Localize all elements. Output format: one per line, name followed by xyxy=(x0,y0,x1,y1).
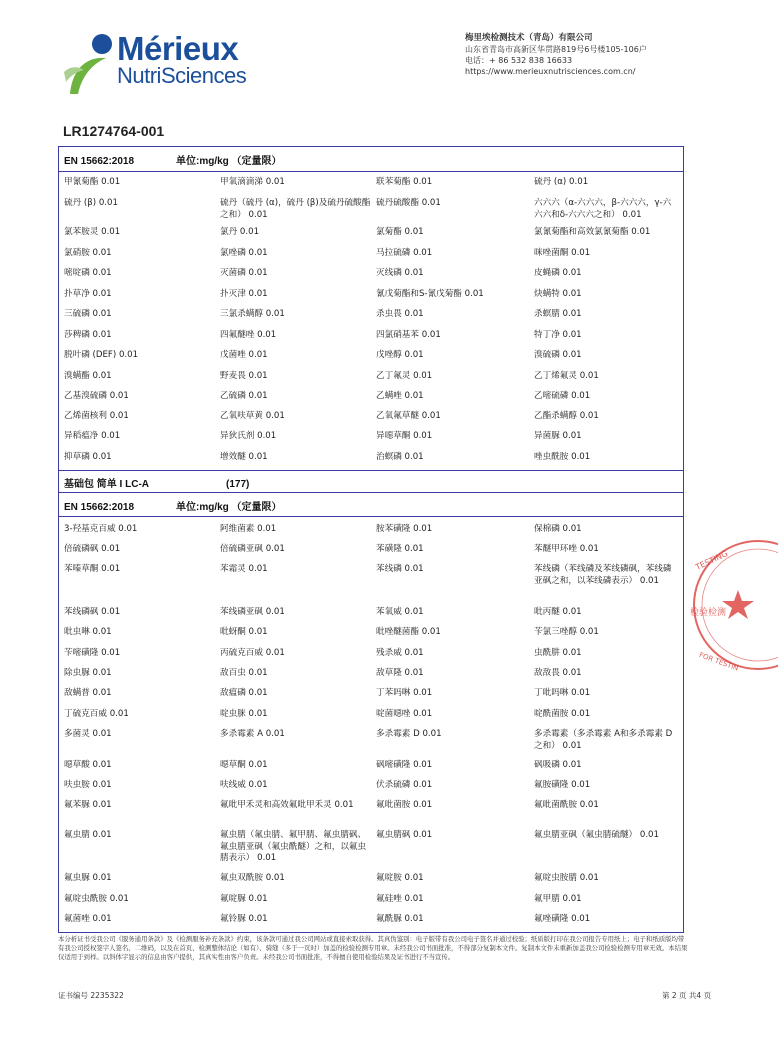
table-cell: 倍硫磷砜 0.01 xyxy=(64,544,121,554)
table-cell: 氟虫腈 0.01 xyxy=(64,830,112,840)
table-cell: 四氯硝基苯 0.01 xyxy=(376,330,441,340)
table-cell: 氟铃脲 0.01 xyxy=(220,914,268,924)
table-cell: 乙螨唑 0.01 xyxy=(376,391,424,401)
table-cell: 胺苯磺隆 0.01 xyxy=(376,524,433,534)
logo-leaf-icon xyxy=(62,32,120,96)
company-url[interactable]: https://www.merieuxnutrisciences.com.cn/ xyxy=(465,67,636,76)
section1-method: EN 15662:2018 xyxy=(64,156,135,167)
table-cell: 皮蝇磷 0.01 xyxy=(534,268,582,278)
stamp-text-top: TESTING xyxy=(694,549,730,572)
table-cell: 敌百虫 0.01 xyxy=(220,668,268,678)
table-cell: 氰戊菊酯和S-氰戊菊酯 0.01 xyxy=(376,289,484,299)
section2-method: EN 15662:2018 xyxy=(64,502,135,513)
certificate-number: 证书编号 2235322 xyxy=(58,991,124,1000)
table-cell: 联苯菊酯 0.01 xyxy=(376,177,433,187)
table-cell: 乙氧呋草黄 0.01 xyxy=(220,411,285,421)
logo-text-merieux: Mérieux xyxy=(117,30,239,67)
table-cell: 嘧啶磷 0.01 xyxy=(64,268,112,278)
table-cell: 伏杀硫磷 0.01 xyxy=(376,780,433,790)
table-cell: 苯线磷 0.01 xyxy=(376,564,424,574)
table-cell: 苯氧威 0.01 xyxy=(376,607,424,617)
table-cell: 苯霜灵 0.01 xyxy=(220,564,268,574)
table-cell: 敌螨普 0.01 xyxy=(64,688,112,698)
table-cell: 氟虫腈砜 0.01 xyxy=(376,830,433,840)
table-cell: 溴螨酯 0.01 xyxy=(64,371,112,381)
table-cell: 氟硅唑 0.01 xyxy=(376,894,424,904)
table-cell: 炔螨特 0.01 xyxy=(534,289,582,299)
package-row xyxy=(64,475,249,490)
stamp-text-middle: 检验检测 xyxy=(690,608,727,618)
table-cell: 敌草隆 0.01 xyxy=(376,668,424,678)
table-cell: 氯丹 0.01 xyxy=(220,227,260,237)
table-cell: 啶虫脒 0.01 xyxy=(220,709,268,719)
table-cell: 丁硫克百威 0.01 xyxy=(64,709,129,719)
footer-note: 本分析证书受我公司《服务通用条款》及《检测服务补充条款》约束，该条款可通过我公司网站或直接索取获得。其真伪鉴别：电子版带有我公司电子签名并通过校验；纸质版打印在我公司报告专用纸上；电子和纸质版均带有我公司授权签字人签名、二维码，以及在首页、检测整体结论（如有）、骑缝（多于一页时）加盖的检验检测专用章。未经我公司书面批准，不得部分复制本文件。复制本文件未重新加盖我公司检验检测专用章无效。本结果仅适用于到样。以斜体字显示的信息由客户提供，其真实性由客户负责。未经我公司书面批准，不得擅自使用检验结果及证书进行不当宣传。 xyxy=(58,935,688,962)
table-cell: 敌瘟磷 0.01 xyxy=(220,688,268,698)
table-cell: 氯氰菊酯和高效氯氰菊酯 0.01 xyxy=(534,227,651,237)
table-cell: 丁吡吗啉 0.01 xyxy=(534,688,591,698)
section2-unit: 单位:mg/kg （定量限） xyxy=(176,502,282,513)
table-cell: 硫丹（硫丹 (α)，硫丹 (β)及硫丹硫酸酯之和） 0.01 xyxy=(220,198,371,220)
table-cell: 虫酰肼 0.01 xyxy=(534,648,582,658)
table-cell: 敌敌畏 0.01 xyxy=(534,668,582,678)
table-cell: 氟啶脲 0.01 xyxy=(220,894,268,904)
table-cell: 马拉硫磷 0.01 xyxy=(376,248,433,258)
table-cell: 氟虫脲 0.01 xyxy=(64,873,112,883)
divider xyxy=(58,171,684,172)
table-cell: 啶菌噁唑 0.01 xyxy=(376,709,433,719)
table-cell: 三硫磷 0.01 xyxy=(64,309,112,319)
table-cell: 吡虫啉 0.01 xyxy=(64,627,112,637)
table-cell: 唑虫酰胺 0.01 xyxy=(534,452,591,462)
table-cell: 氟吡甲禾灵和高效氟吡甲禾灵 0.01 xyxy=(220,800,354,810)
table-cell: 抑草磷 0.01 xyxy=(64,452,112,462)
table-cell: 四氟醚唑 0.01 xyxy=(220,330,277,340)
section1-header xyxy=(64,152,282,167)
table-cell: 吡蚜酮 0.01 xyxy=(220,627,268,637)
table-cell: 氯硝胺 0.01 xyxy=(64,248,112,258)
table-cell: 噁草酸 0.01 xyxy=(64,760,112,770)
table-cell: 多菌灵 0.01 xyxy=(64,729,112,739)
table-cell: 苯醚甲环唑 0.01 xyxy=(534,544,599,554)
divider xyxy=(58,492,684,493)
table-cell: 硫丹 (α) 0.01 xyxy=(534,177,589,187)
table-cell: 丁苯吗啉 0.01 xyxy=(376,688,433,698)
table-cell: 氟啶虫酰胺 0.01 xyxy=(64,894,129,904)
table-cell: 氟啶虫胺腈 0.01 xyxy=(534,873,599,883)
table-cell: 治螟磷 0.01 xyxy=(376,452,424,462)
table-cell: 氟甲腈 0.01 xyxy=(534,894,582,904)
results-table-frame xyxy=(58,146,684,933)
table-cell: 乙基溴硫磷 0.01 xyxy=(64,391,129,401)
company-name: 梅里埃检测技术（青岛）有限公司 xyxy=(465,33,593,43)
company-info xyxy=(465,33,647,77)
section2-header xyxy=(64,498,282,513)
table-cell: 氯菊酯 0.01 xyxy=(376,227,424,237)
table-cell: 倍硫磷亚砜 0.01 xyxy=(220,544,285,554)
table-cell: 氟吡菌酰胺 0.01 xyxy=(534,800,599,810)
company-phone: 电话：+ 86 532 838 16633 xyxy=(465,56,573,65)
section1-unit: 单位:mg/kg （定量限） xyxy=(176,156,282,167)
divider xyxy=(58,470,684,471)
divider xyxy=(58,516,684,517)
table-cell: 氟唑磺隆 0.01 xyxy=(534,914,591,924)
table-cell: 多杀霉素 A 0.01 xyxy=(220,729,285,739)
table-cell: 戊唑醇 0.01 xyxy=(376,350,424,360)
package-label: 基础包 简单 I LC-A xyxy=(64,479,149,490)
table-cell: 野麦畏 0.01 xyxy=(220,371,268,381)
table-cell: 特丁净 0.01 xyxy=(534,330,582,340)
table-cell: 三氯杀螨醇 0.01 xyxy=(220,309,285,319)
table-cell: 苯线磷亚砜 0.01 xyxy=(220,607,285,617)
stamp-text-bottom: FOR TESTIN xyxy=(697,650,740,673)
table-cell: 六六六（α-六六六，β-六六六，γ-六六六和δ-六六六之和） 0.01 xyxy=(534,198,672,220)
table-cell: 氟苯脲 0.01 xyxy=(64,800,112,810)
table-cell: 莎稗磷 0.01 xyxy=(64,330,112,340)
table-cell: 乙丁烯氟灵 0.01 xyxy=(534,371,599,381)
table-cell: 甲氧滴滴涕 0.01 xyxy=(220,177,285,187)
table-cell: 氯苯胺灵 0.01 xyxy=(64,227,121,237)
table-cell: 杀虫畏 0.01 xyxy=(376,309,424,319)
official-seal-icon xyxy=(688,535,778,675)
table-cell: 多杀霉素（多杀霉素 A和多杀霉素 D之和） 0.01 xyxy=(534,729,673,751)
company-logo xyxy=(62,30,262,100)
table-cell: 硫丹 (β) 0.01 xyxy=(64,198,118,208)
table-cell: 氟胺磺隆 0.01 xyxy=(534,780,591,790)
table-cell: 脱叶磷 (DEF) 0.01 xyxy=(64,350,139,360)
table-cell: 苯磺隆 0.01 xyxy=(376,544,424,554)
table-cell: 灭线磷 0.01 xyxy=(376,268,424,278)
table-cell: 砜吸磷 0.01 xyxy=(534,760,582,770)
package-count: (177) xyxy=(226,479,250,490)
table-cell: 保棉磷 0.01 xyxy=(534,524,582,534)
table-cell: 氟虫腈亚砜（氟虫腈硫醚） 0.01 xyxy=(534,830,659,840)
table-cell: 溴硫磷 0.01 xyxy=(534,350,582,360)
table-cell: 噁草酮 0.01 xyxy=(220,760,268,770)
table-cell: 吡唑醚菌酯 0.01 xyxy=(376,627,441,637)
table-cell: 异菌脲 0.01 xyxy=(534,431,582,441)
table-cell: 戊菌唑 0.01 xyxy=(220,350,268,360)
table-cell: 乙丁氟灵 0.01 xyxy=(376,371,433,381)
table-cell: 乙烯菌核利 0.01 xyxy=(64,411,129,421)
table-cell: 吡丙醚 0.01 xyxy=(534,607,582,617)
table-cell: 乙嘧硫磷 0.01 xyxy=(534,391,591,401)
table-cell: 异稻瘟净 0.01 xyxy=(64,431,121,441)
table-cell: 扑灭津 0.01 xyxy=(220,289,268,299)
table-cell: 硫丹硫酸酯 0.01 xyxy=(376,198,441,208)
table-cell: 异狄氏剂 0.01 xyxy=(220,431,277,441)
table-cell: 苄嘧磺隆 0.01 xyxy=(64,648,121,658)
table-cell: 甲氰菊酯 0.01 xyxy=(64,177,121,187)
logo-text-nutrisciences: NutriSciences xyxy=(117,63,247,88)
table-cell: 灭菌磷 0.01 xyxy=(220,268,268,278)
table-cell: 啶酰菌胺 0.01 xyxy=(534,709,591,719)
company-address: 山东省青岛市高新区华贯路819号6号楼105-106户 xyxy=(465,45,647,54)
table-cell: 乙酯杀螨醇 0.01 xyxy=(534,411,599,421)
table-cell: 氟啶胺 0.01 xyxy=(376,873,424,883)
report-number: LR1274764-001 xyxy=(63,123,165,139)
table-cell: 呋线威 0.01 xyxy=(220,780,268,790)
table-cell: 氟虫双酰胺 0.01 xyxy=(220,873,285,883)
table-cell: 阿维菌素 0.01 xyxy=(220,524,277,534)
table-cell: 呋虫胺 0.01 xyxy=(64,780,112,790)
table-cell: 3-羟基克百威 0.01 xyxy=(64,524,138,534)
table-cell: 扑草净 0.01 xyxy=(64,289,112,299)
table-cell: 异噁草酮 0.01 xyxy=(376,431,433,441)
table-cell: 除虫脲 0.01 xyxy=(64,668,112,678)
table-cell: 砜嘧磺隆 0.01 xyxy=(376,760,433,770)
table-cell: 残杀威 0.01 xyxy=(376,648,424,658)
table-cell: 氟吡菌胺 0.01 xyxy=(376,800,433,810)
table-cell: 咪唑菌酮 0.01 xyxy=(534,248,591,258)
table-cell: 增效醚 0.01 xyxy=(220,452,268,462)
table-cell: 氟虫腈（氟虫腈、氟甲腈、氟虫腈砜、氟虫腈亚砜（氟虫酰醚）之和，以氟虫腈表示） 0.01 xyxy=(220,830,367,863)
table-cell: 乙硫磷 0.01 xyxy=(220,391,268,401)
table-cell: 苯嗪草酮 0.01 xyxy=(64,564,121,574)
table-cell: 丙硫克百威 0.01 xyxy=(220,648,285,658)
table-cell: 氯唑磷 0.01 xyxy=(220,248,268,258)
table-cell: 氟酰脲 0.01 xyxy=(376,914,424,924)
table-cell: 乙氧氟草醚 0.01 xyxy=(376,411,441,421)
table-cell: 苄氯三唑醇 0.01 xyxy=(534,627,599,637)
table-cell: 杀螟腈 0.01 xyxy=(534,309,582,319)
table-cell: 氟菌唑 0.01 xyxy=(64,914,112,924)
table-cell: 多杀霉素 D 0.01 xyxy=(376,729,442,739)
table-cell: 苯线磷（苯线磷及苯线磷砜，苯线磷亚砜之和，以苯线磷表示） 0.01 xyxy=(534,564,672,586)
table-cell: 苯线磷砜 0.01 xyxy=(64,607,121,617)
page-number: 第 2 页 共4 页 xyxy=(662,991,712,1000)
